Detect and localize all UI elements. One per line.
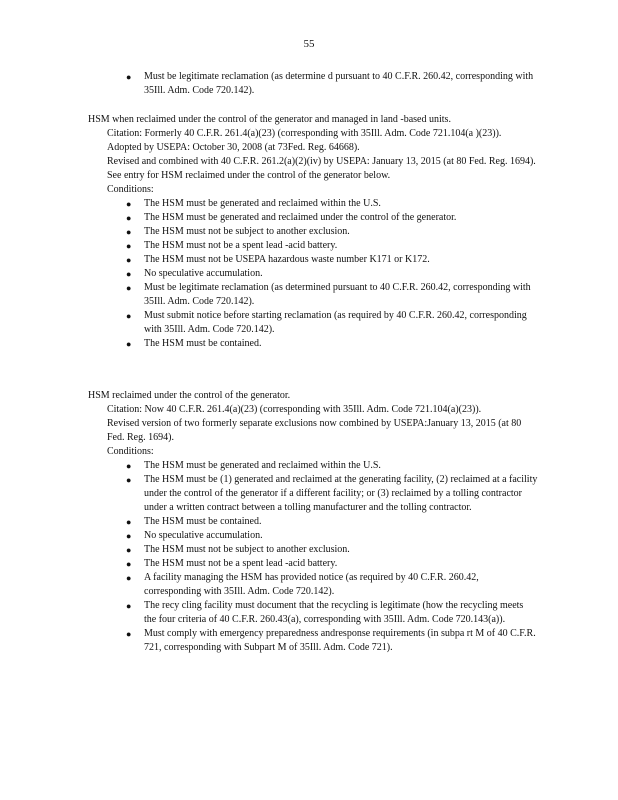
list-item: ● Must submit notice before starting reclamation (as required by 40 C.F.R. 260.42, corresponding with 35Ill. Adm. Code 720.142). <box>126 310 527 335</box>
bullet-icon: ● <box>126 531 132 541</box>
list-item: ● Must comply with emergency preparedness andresponse requirements (in subpa rt M of 40 C.F.R. 721, corresponding with Subpart M of 35Ill. Adm. Code 721). <box>126 628 536 653</box>
conditions-list <box>126 197 538 351</box>
section-heading: HSM when reclaimed under the control of the generator and managed in land -based units. <box>88 114 451 125</box>
list-item: ● The HSM must not be subject to another exclusion. <box>126 544 350 555</box>
citation: Citation: Formerly 40 C.F.R. 261.4(a)(23) (corresponding with 35Ill. Adm. Code 721.104(a )(23)). <box>107 128 502 139</box>
bullet-icon: ● <box>126 241 132 251</box>
page-number: 55 <box>303 38 315 50</box>
bullet-icon: ● <box>126 213 132 223</box>
list-item: ● No speculative accumulation. <box>126 530 263 541</box>
adopted-note: Adopted by USEPA: October 30, 2008 (at 73Fed. Reg. 64668). <box>107 142 360 153</box>
bullet-icon: ● <box>126 255 132 265</box>
bullet-icon: ● <box>126 72 132 82</box>
top-continuation <box>88 70 538 98</box>
list-item: ● The HSM must not be subject to another exclusion. <box>126 226 350 237</box>
bullet-icon: ● <box>126 227 132 237</box>
citation: Citation: Now 40 C.F.R. 261.4(a)(23) (corresponding with 35Ill. Adm. Code 721.104(a)(23)). <box>107 404 482 415</box>
conditions-label: Conditions: <box>107 184 154 195</box>
section-heading: HSM reclaimed under the control of the generator. <box>88 390 291 401</box>
bullet-icon: ● <box>126 601 132 611</box>
list-item: ● The recy cling facility must document that the recycling is legitimate (how the recycling meets the four criteria of 40 C.F.R. 260.43(a), corresponding with 35Ill. Adm. Code 720.143(a)). <box>126 600 524 625</box>
bullet-icon: ● <box>126 339 132 349</box>
list-item: ● The HSM must be contained. <box>126 516 262 527</box>
conditions-label: Conditions: <box>107 446 154 457</box>
list-item: ● The HSM must be generated and reclaimed within the U.S. <box>126 198 381 209</box>
list-item: ● Must be legitimate reclamation (as determined pursuant to 40 C.F.R. 260.42, corresponding with 35Ill. Adm. Code 720.142). <box>126 282 531 307</box>
list-item: ● The HSM must not be a spent lead -acid battery. <box>126 240 338 251</box>
list-item: ● The HSM must be contained. <box>126 338 262 349</box>
bullet-icon: ● <box>126 475 132 485</box>
bullet-icon: ● <box>126 517 132 527</box>
bullet-icon: ● <box>126 199 132 209</box>
bullet-icon: ● <box>126 283 132 293</box>
list-item: ● The HSM must not be a spent lead -acid battery. <box>126 558 338 569</box>
bullet-icon: ● <box>126 461 132 471</box>
list-item: ● No speculative accumulation. <box>126 268 263 279</box>
revised-note: Revised and combined with 40 C.F.R. 261.2(a)(2)(iv) by USEPA: January 13, 2015 (at 80 Fed. Reg. 1694). See entry for HSM reclaimed under the control of the generator below. <box>107 156 536 181</box>
list-item: ● The HSM must be generated and reclaimed within the U.S. <box>126 460 381 471</box>
bullet-icon: ● <box>126 573 132 583</box>
bullet-icon: ● <box>126 545 132 555</box>
section-hsm-generator-control <box>88 389 538 655</box>
bullet-icon: ● <box>126 269 132 279</box>
bullet-icon: ● <box>126 559 132 569</box>
list-item: ● A facility managing the HSM has provided notice (as required by 40 C.F.R. 260.42, corresponding with 35Ill. Adm. Code 720.142). <box>126 572 479 597</box>
section-hsm-land-based <box>88 113 538 351</box>
list-item: ● The HSM must be (1) generated and reclaimed at the generating facility, (2) reclaimed at a facility under the control of the generator if a different facility; or (3) reclaimed by a tolling contractor under a written contract between a tolling manufacturer and the tolling contractor. <box>126 474 538 513</box>
revised-note: Revised version of two formerly separate exclusions now combined by USEPA:January 13, 2015 (at 80 Fed. Reg. 1694). <box>107 418 522 443</box>
bullet-icon: ● <box>126 311 132 321</box>
bullet-icon: ● <box>126 629 132 639</box>
top-bullet-list <box>126 70 538 98</box>
conditions-list <box>126 459 538 655</box>
list-item: ● The HSM must not be USEPA hazardous waste number K171 or K172. <box>126 254 430 265</box>
list-item: ● Must be legitimate reclamation (as determine d pursuant to 40 C.F.R. 260.42, corresponding with 35Ill. Adm. Code 720.142). <box>126 71 534 96</box>
list-item: ● The HSM must be generated and reclaimed under the control of the generator. <box>126 212 457 223</box>
